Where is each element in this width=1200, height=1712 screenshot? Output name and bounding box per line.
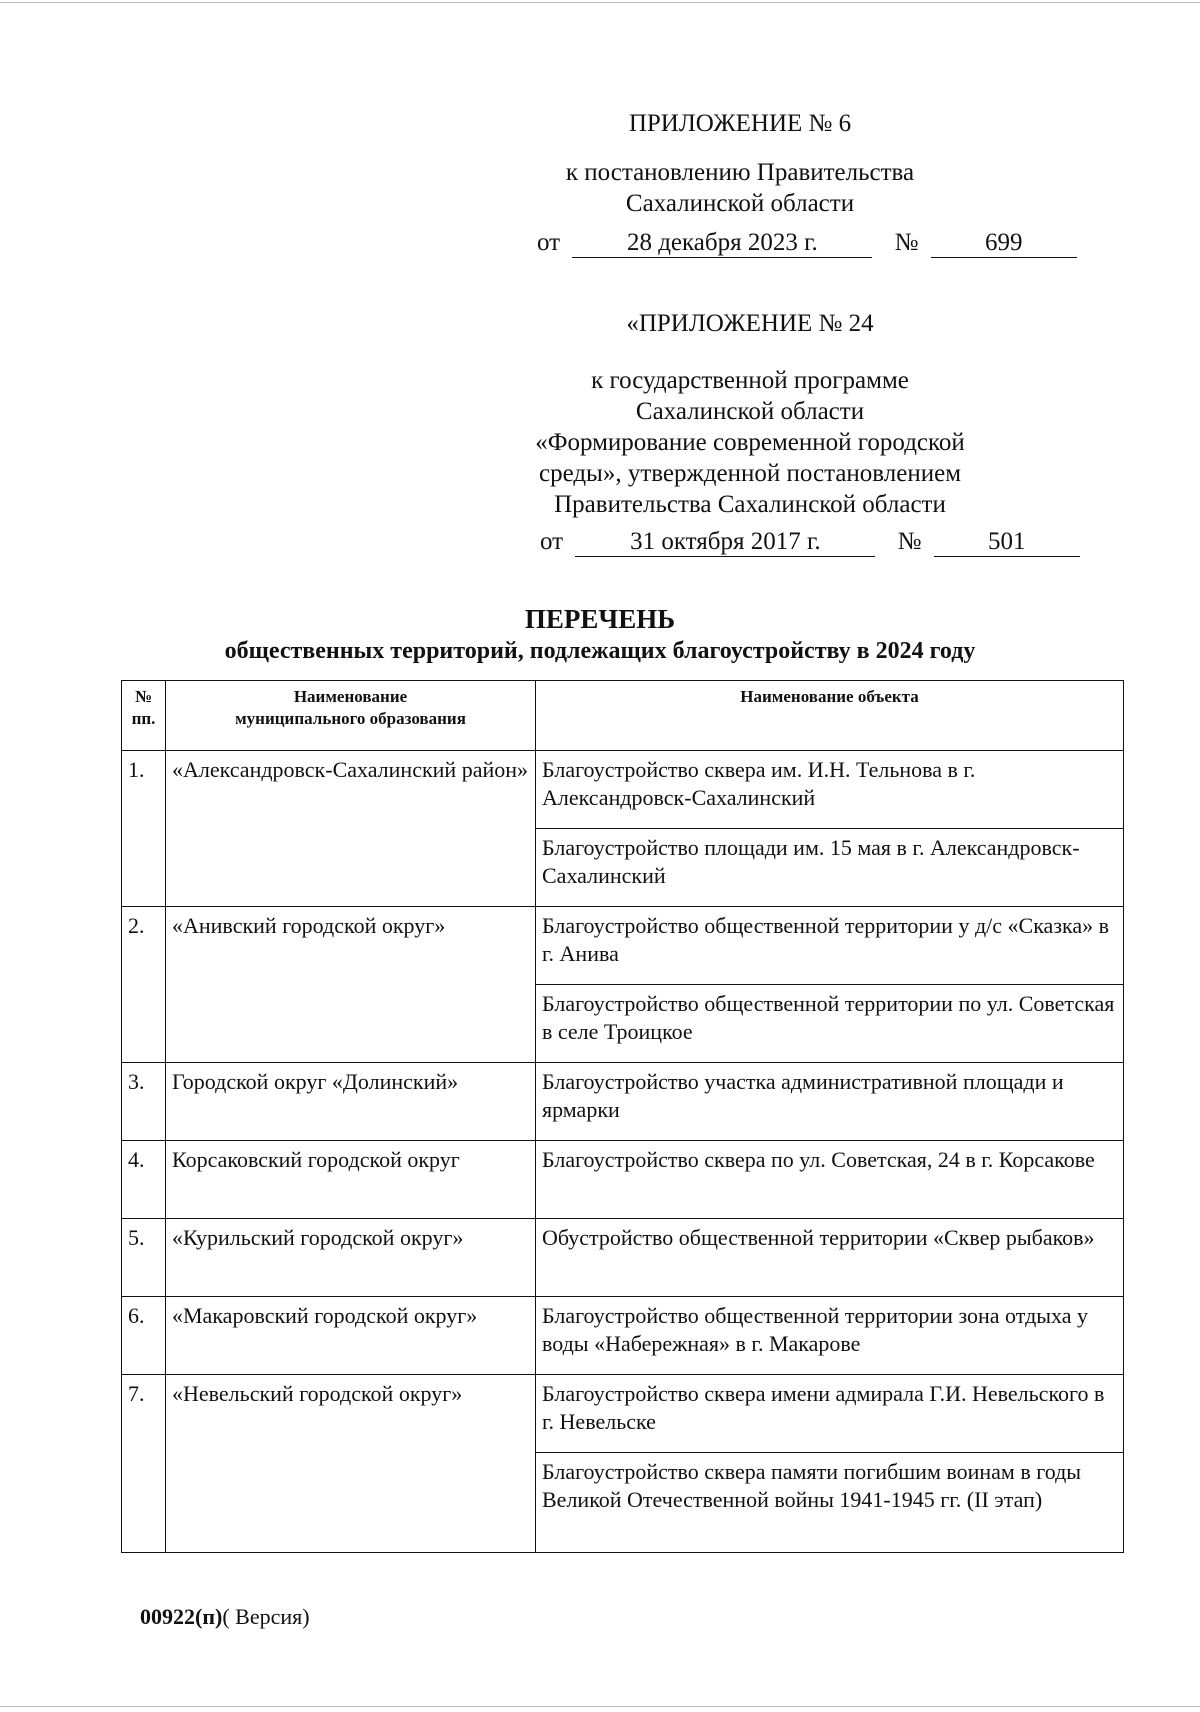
row-municipality: «Александровск-Сахалинский район» xyxy=(166,751,536,907)
table-header-row xyxy=(122,681,1124,751)
annex-6-line-1: к постановлению Правительства xyxy=(565,159,915,186)
header-number-line-2: пп. xyxy=(131,709,156,728)
annex-6-date-line xyxy=(537,227,1077,258)
annex-6-date: 28 декабря 2023 г. xyxy=(572,229,872,258)
row-number: 7. xyxy=(122,1375,166,1553)
row-number: 4. xyxy=(122,1141,166,1219)
annex-6-from-label: от xyxy=(537,229,561,256)
row-object: Благоустройство участка административной площади и ярмарки xyxy=(536,1063,1124,1141)
document-subtitle: общественных территорий, подлежащих благоустройству в 2024 году xyxy=(224,638,976,664)
annex-24-line-3: «Формирование современной городской xyxy=(535,429,965,456)
row-number: 1. xyxy=(122,751,166,907)
row-number: 3. xyxy=(122,1063,166,1141)
table-row xyxy=(122,1219,1124,1297)
annex-24-title: «ПРИЛОЖЕНИЕ № 24 xyxy=(626,310,874,337)
row-municipality: «Макаровский городской округ» xyxy=(166,1297,536,1375)
row-municipality: «Курильский городской округ» xyxy=(166,1219,536,1297)
header-number-line-1: № xyxy=(134,687,153,706)
annex-24-number: 501 xyxy=(934,528,1080,557)
row-number: 2. xyxy=(122,907,166,1063)
row-object: Благоустройство сквера имени адмирала Г.И. Невельского в г. Невельске xyxy=(536,1375,1124,1453)
row-municipality: Корсаковский городской округ xyxy=(166,1141,536,1219)
table-row xyxy=(122,1297,1124,1375)
header-object-label: Наименование объекта xyxy=(740,687,919,706)
header-municipality xyxy=(166,681,536,751)
annex-24-header xyxy=(520,308,980,520)
annex-6-number-label: № xyxy=(894,229,919,256)
annex-6-number: 699 xyxy=(931,229,1077,258)
header-number xyxy=(122,681,166,751)
document-title: ПЕРЕЧЕНЬ xyxy=(524,604,676,634)
row-number: 5. xyxy=(122,1219,166,1297)
table-row xyxy=(122,1375,1124,1453)
row-municipality: «Анивский городской округ» xyxy=(166,907,536,1063)
row-object: Благоустройство общественной территории по ул. Советская в селе Троицкое xyxy=(536,985,1124,1063)
document-code-version: ( Версия) xyxy=(222,1604,310,1629)
annex-24-date-line xyxy=(540,526,1080,557)
table-row xyxy=(122,1141,1124,1219)
row-object: Благоустройство общественной территории у д/с «Сказка» в г. Анива xyxy=(536,907,1124,985)
scan-edge-top xyxy=(0,2,1200,3)
annex-24-line-2: Сахалинской области xyxy=(635,398,865,425)
annex-24-number-label: № xyxy=(897,528,922,555)
row-object: Обустройство общественной территории «Сквер рыбаков» xyxy=(536,1219,1124,1297)
annex-24-date: 31 октября 2017 г. xyxy=(575,528,875,557)
scan-edge-bottom xyxy=(0,1706,1200,1707)
annex-24-from-label: от xyxy=(540,528,564,555)
row-object: Благоустройство сквера им. И.Н. Тельнова в г. Александровск-Сахалинский xyxy=(536,751,1124,829)
row-object: Благоустройство сквера памяти погибшим воинам в годы Великой Отечественной войны 1941-1945 гг. (II этап) xyxy=(536,1453,1124,1553)
table-row xyxy=(122,907,1124,985)
table-row xyxy=(122,1063,1124,1141)
header-municipality-line-1: Наименование xyxy=(293,687,408,706)
annex-24-line-4: среды», утвержденной постановлением xyxy=(538,460,962,487)
row-object: Благоустройство сквера по ул. Советская, 24 в г. Корсакове xyxy=(536,1141,1124,1219)
row-municipality: Городской округ «Долинский» xyxy=(166,1063,536,1141)
row-object: Благоустройство общественной территории зона отдыха у воды «Набережная» в г. Макарове xyxy=(536,1297,1124,1375)
territories-table xyxy=(121,680,1124,1553)
document-code-number: 00922(п) xyxy=(140,1604,223,1629)
row-number: 6. xyxy=(122,1297,166,1375)
row-municipality: «Невельский городской округ» xyxy=(166,1375,536,1553)
row-object: Благоустройство площади им. 15 мая в г. Александровск-Сахалинский xyxy=(536,829,1124,907)
annex-6-header xyxy=(540,108,940,219)
annex-24-line-1: к государственной программе xyxy=(591,367,909,394)
annex-6-title: ПРИЛОЖЕНИЕ № 6 xyxy=(628,110,852,137)
table-row xyxy=(122,751,1124,829)
annex-24-line-5: Правительства Сахалинской области xyxy=(554,491,946,518)
annex-6-line-2: Сахалинской области xyxy=(625,190,855,217)
header-object xyxy=(536,681,1124,751)
document-code xyxy=(140,1604,310,1630)
header-municipality-line-2: муниципального образования xyxy=(235,709,466,728)
